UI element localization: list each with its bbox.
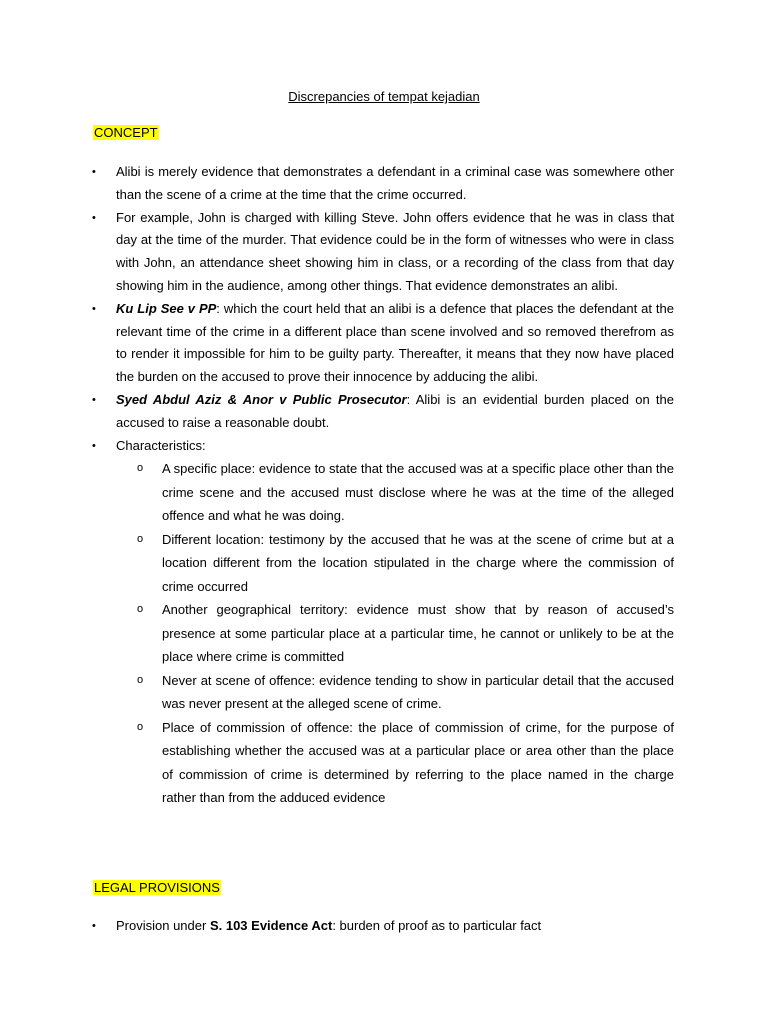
- sub-list-item-text: Never at scene of offence: evidence tending to show in particular detail that the accused was never present at the alleged scene of crime.: [162, 672, 674, 712]
- bullet-icon: •: [92, 393, 96, 406]
- list-item-text: Alibi is merely evidence that demonstrates a defendant in a criminal case was somewhere other than the scene of a crime at the time that the crime occurred.: [116, 164, 674, 202]
- section-heading-legal-provisions: [93, 879, 221, 897]
- sub-list-item-text: Different location: testimony by the accused that he was at the scene of crime but at a location different from the location stipulated in the charge where the commission of crime occurred: [162, 531, 674, 594]
- section-heading-legal-provisions-label: LEGAL PROVISIONS: [94, 880, 220, 895]
- sub-list-item: [137, 716, 674, 810]
- list-item-text: : burden of proof as to particular fact: [332, 918, 542, 933]
- bullet-icon: •: [92, 302, 96, 315]
- sub-list-item: [137, 598, 674, 669]
- list-item: [92, 389, 674, 435]
- characteristics-list: [116, 457, 674, 810]
- list-item: [92, 207, 674, 298]
- circle-bullet-icon: o: [137, 673, 144, 686]
- sub-list-item-text: A specific place: evidence to state that the accused was at a specific place other than the crime scene and the accused must disclose where he was at the time of the alleged offence and what he was doing.: [162, 461, 674, 524]
- bullet-icon: •: [92, 166, 96, 178]
- section-heading-concept-label: CONCEPT: [94, 125, 158, 140]
- sub-list-item: [137, 528, 674, 599]
- sub-list-item: [137, 457, 674, 528]
- sub-list-item: [137, 669, 674, 716]
- statute-name: S. 103 Evidence Act: [209, 918, 333, 933]
- list-item-text: : Alibi is an evidential burden placed on the accused to raise a reasonable doubt.: [116, 391, 674, 430]
- legal-provisions-list: [0, 915, 768, 938]
- list-item-text: : which the court held that an alibi is a defence that places the defendant at the relevant time of the crime in a different place than scene involved and so removed therefrom as to render it impossible for him to be guilty party. Thereafter, it means that they now have placed the burden on the accused to prove their innocence by adducing the alibi.: [116, 300, 674, 385]
- sub-list-item-text: Another geographical territory: evidence must show that by reason of accused’s presence at some particular place at a particular time, he cannot or unlikely to be at the place where crime is committed: [162, 602, 674, 665]
- bullet-icon: •: [92, 920, 96, 932]
- sub-list-item-text: Place of commission of offence: the place of commission of crime, for the purpose of establishing whether the accused was at a particular place or area other than the place of commission of crime is determined by referring to the place named in the charge rather than from the adduced evidence: [162, 719, 674, 806]
- circle-bullet-icon: o: [137, 603, 144, 616]
- circle-bullet-icon: o: [137, 532, 144, 545]
- circle-bullet-icon: o: [137, 720, 144, 733]
- list-item: [92, 161, 674, 207]
- case-name: Syed Abdul Aziz & Anor v Public Prosecutor: [116, 391, 407, 407]
- list-item: [92, 435, 674, 810]
- bullet-icon: •: [92, 439, 96, 452]
- list-item: [92, 298, 674, 389]
- provision-prefix: Provision under: [116, 918, 210, 933]
- section-heading-concept: [93, 124, 159, 142]
- concept-list: [0, 161, 768, 810]
- circle-bullet-icon: o: [137, 462, 144, 475]
- list-item-text: Characteristics:: [116, 437, 206, 453]
- bullet-icon: •: [92, 211, 96, 224]
- list-item-text: For example, John is charged with killing Steve. John offers evidence that he was in class that day at the time of the murder. That evidence could be in the form of witnesses who were in class with John, an attendance sheet showing him in class, or a recording of the class from that day showing him in the audience, among other things. That evidence demonstrates an alibi.: [116, 209, 674, 293]
- case-name: Ku Lip See v PP: [116, 300, 217, 316]
- document-title: Discrepancies of tempat kejadian: [288, 89, 480, 104]
- list-item: [92, 915, 674, 938]
